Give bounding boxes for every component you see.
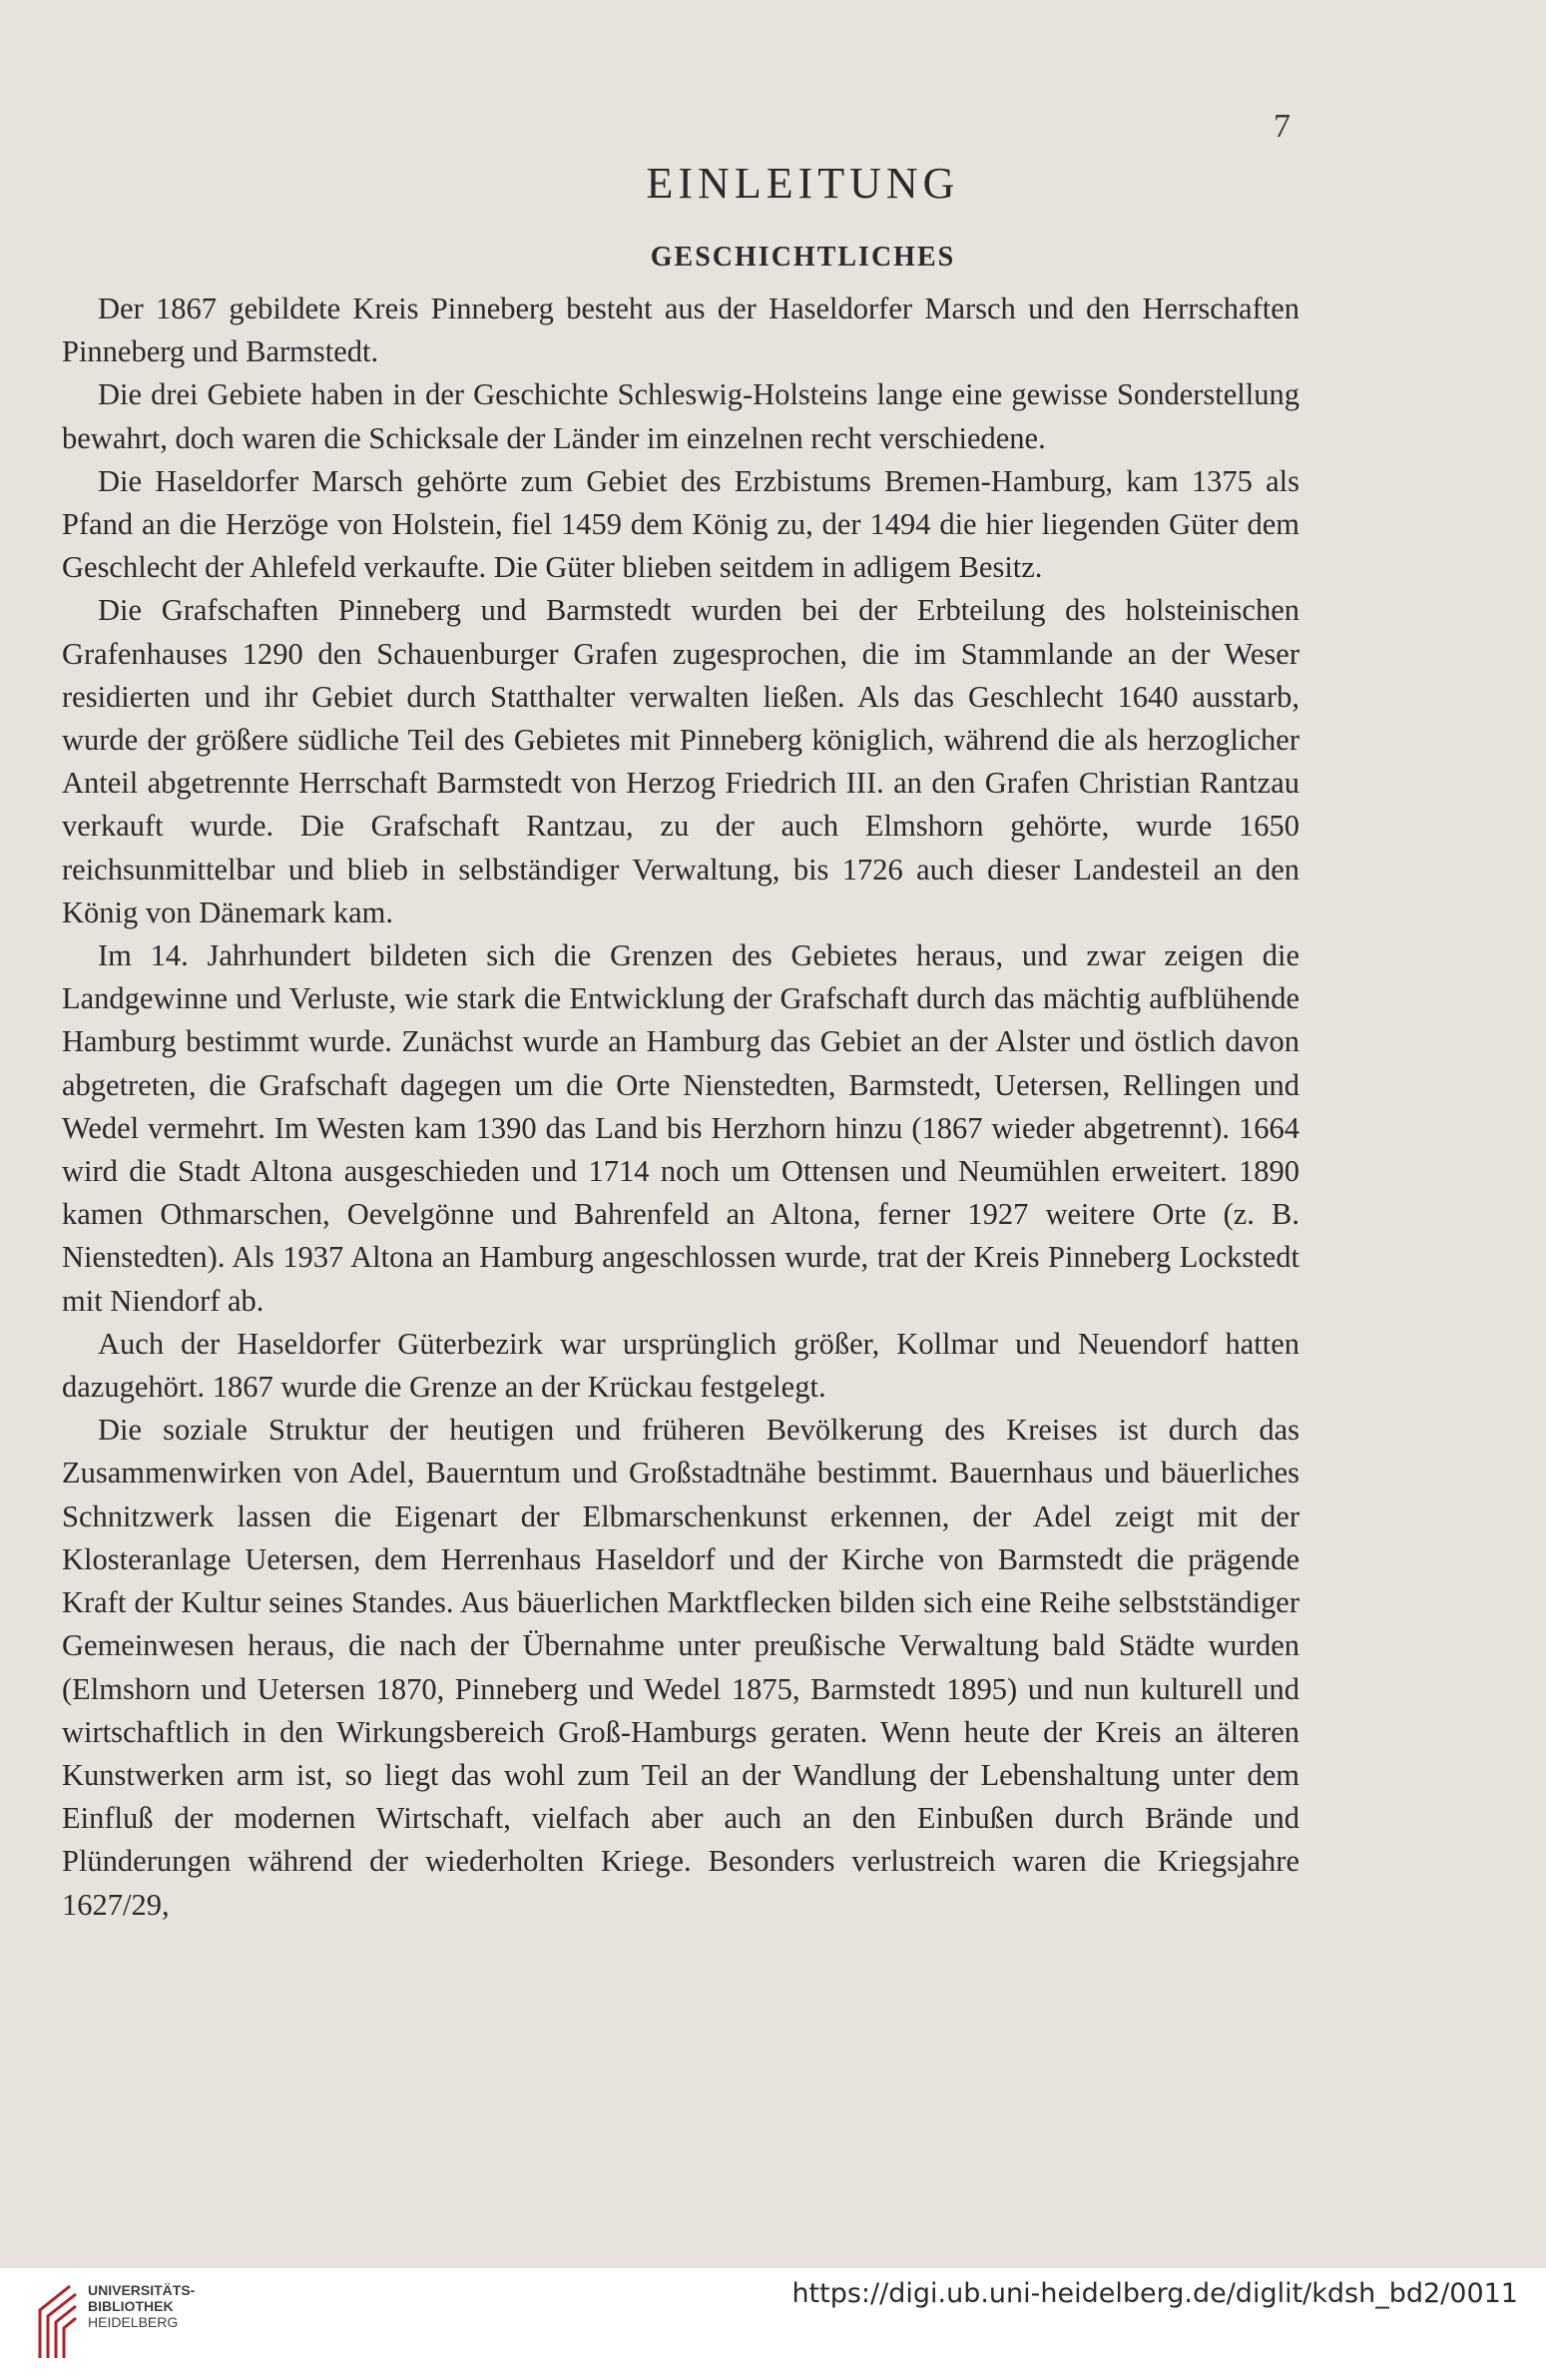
paragraph: Die Haseldorfer Marsch gehörte zum Gebiet des Erzbistums Bremen-Hamburg, kam 1375 als Pfand an die Herzöge von Holstein, fiel 1459 dem König zu, der 1494 die hier liegenden Güter dem Geschlecht der Ahlefeld verkaufte. Die Güter blieben seitdem in adligem Besitz. [62,463,1299,585]
paragraph: Die drei Gebiete haben in der Geschichte Schleswig-Holsteins lange eine gewisse Sonderstellung bewahrt, doch waren die Schicksale der Länder im einzelnen recht verschiedene. [62,377,1299,455]
page-number: 7 [1274,108,1290,145]
source-url-link[interactable]: https://digi.ub.uni-heidelberg.de/diglit/kdsh_bd2/0011 [791,2278,1518,2309]
library-line: UNIVERSITÄTS- [88,2282,196,2298]
paragraph: Die Grafschaften Pinneberg und Barmstedt wurden bei der Erbteilung des holsteinischen Grafenhauses 1290 den Schauenburger Grafen zugesprochen, die im Stammlande an der Weser residierten und ihr Gebiet durch Statthalter verwalten ließen. Als das Geschlecht 1640 ausstarb, wurde der größere südliche Teil des Gebietes mit Pinneberg königlich, während die als herzoglicher Anteil abgetrennte Herrschaft Barmstedt von Herzog Friedrich III. an den Grafen Christian Rantzau verkauft wurde. Die Grafschaft Rantzau, zu der auch Elmshorn gehörte, wurde 1650 reichsunmittelbar und blieb in selbständiger Verwaltung, bis 1726 auch dieser Landesteil an den König von Dänemark kam. [62,593,1299,929]
body-text [62,288,1299,1927]
library-line: HEIDELBERG [88,2314,179,2330]
page-title: EINLEITUNG [646,159,960,208]
paragraph: Auch der Haseldorfer Güterbezirk war ursprünglich größer, Kollmar und Neuendorf hatten dazugehört. 1867 wurde die Grenze an der Krückau festgelegt. [62,1326,1299,1405]
ub-heidelberg-logo-icon[interactable] [36,2280,80,2364]
paragraph: Die soziale Struktur der heutigen und früheren Bevölkerung des Kreises ist durch das Zusammenwirken von Adel, Bauerntum und Großstadtnähe bestimmt. Bauernhaus und bäuerliches Schnitzwerk lassen die Eigenart der Elbmarschenkunst erkennen, der Adel zeigt mit der Klosteranlage Uetersen, dem Herrenhaus Haseldorf und der Kirche von Barmstedt die prägende Kraft der Kultur seines Standes. Aus bäuerlichen Marktflecken bilden sich eine Reihe selbstständiger Gemeinwesen heraus, die nach der Übernahme unter preußische Verwaltung bald Städte wurden (Elmshorn und Uetersen 1870, Pinneberg und Wedel 1875, Barmstedt 1895) und nun kulturell und wirtschaftlich in den Wirkungsbereich Groß-Hamburgs geraten. Wenn heute der Kreis an älteren Kunstwerken arm ist, so liegt das wohl zum Teil an der Wandlung der Lebenshaltung unter dem Einfluß der modernen Wirtschaft, vielfach aber auch an den Einbußen durch Brände und Plünderungen während der wiederholten Kriege. Besonders verlustreich waren die Kriegsjahre 1627/29, [62,1413,1299,1922]
library-line: BIBLIOTHEK [88,2298,174,2314]
section-heading: GESCHICHTLICHES [650,242,956,273]
paragraph: Der 1867 gebildete Kreis Pinneberg besteht aus der Haseldorfer Marsch und den Herrschaften Pinneberg und Barmstedt. [62,292,1299,369]
library-name[interactable] [88,2282,195,2330]
paragraph: Im 14. Jahrhundert bildeten sich die Grenzen des Gebietes heraus, und zwar zeigen die Landgewinne und Verluste, wie stark die Entwicklung der Grafschaft durch das mächtig aufblühende Hamburg bestimmt wurde. Zunächst wurde an Hamburg das Gebiet an der Alster und östlich davon abgetreten, die Grafschaft dagegen um die Orte Nienstedten, Barmstedt, Uetersen, Rellingen und Wedel vermehrt. Im Westen kam 1390 das Land bis Herzhorn hinzu (1867 wieder abgetrennt). 1664 wird die Stadt Altona ausgeschieden und 1714 noch um Ottensen und Neumühlen erweitert. 1890 kamen Othmarschen, Oevelgönne und Bahrenfeld an Altona, ferner 1927 weitere Orte (z. B. Nienstedten). Als 1937 Altona an Hamburg angeschlossen wurde, trat der Kreis Pinneberg Lockstedt mit Niendorf ab. [62,938,1299,1318]
